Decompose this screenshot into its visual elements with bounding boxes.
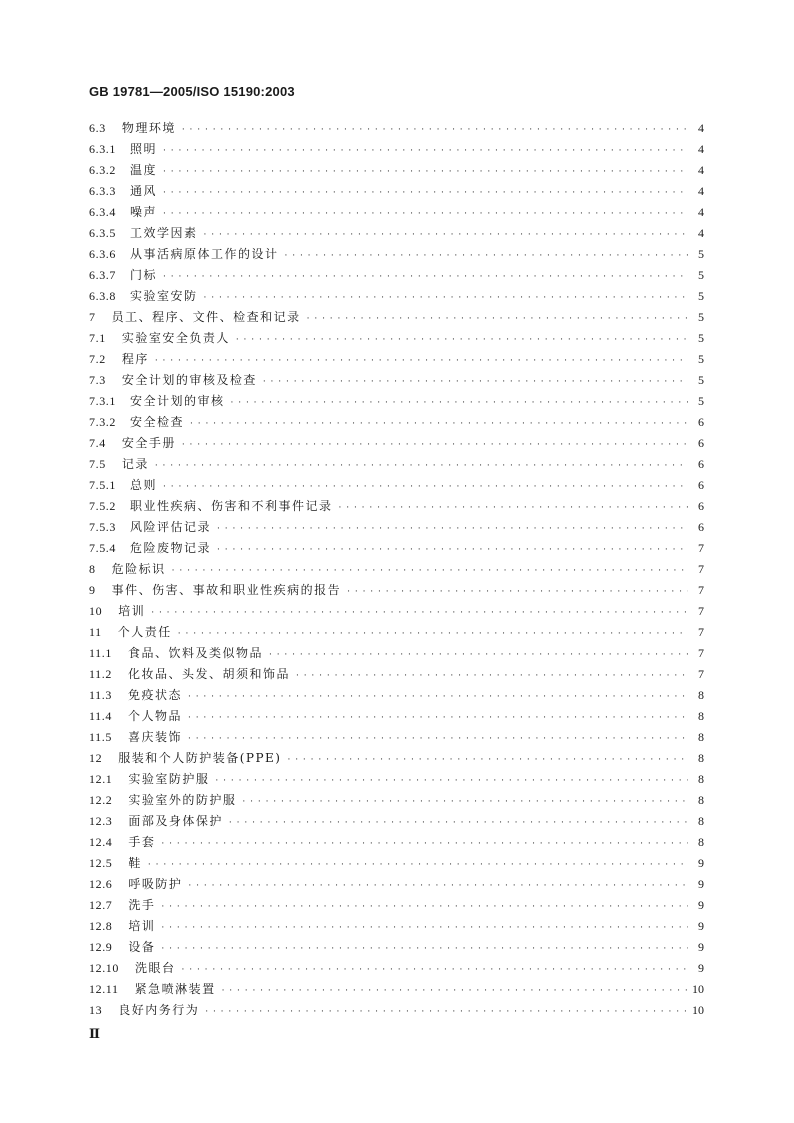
toc-entry-number: 6.3.3 [89, 184, 116, 198]
toc-entry-page: 9 [698, 898, 704, 912]
toc-entry-title: 程序 [121, 352, 149, 366]
toc-entry-title: 安全检查 [130, 415, 185, 429]
toc-entry-title: 个人责任 [117, 625, 172, 639]
toc-entry-number: 12 [89, 751, 103, 765]
toc-entry-title: 免疫状态 [127, 688, 182, 702]
toc-dot-leader [263, 372, 688, 393]
toc-entry-number: 7.3 [89, 373, 106, 387]
toc-entry-title: 实验室防护服 [128, 772, 210, 786]
toc-entry[interactable] [89, 916, 704, 937]
toc-entry[interactable] [89, 748, 704, 769]
toc-dot-leader [188, 729, 688, 750]
toc-entry-title: 实验室安全负责人 [121, 331, 230, 345]
toc-entry-title: 鞋 [128, 856, 142, 870]
toc-entry-number: 12.10 [89, 961, 119, 975]
toc-entry-number: 11.2 [89, 667, 112, 681]
toc-dot-leader [161, 918, 688, 939]
toc-entry-page: 9 [698, 856, 704, 870]
toc-entry[interactable] [89, 1000, 704, 1021]
toc-entry-number: 11.3 [89, 688, 112, 702]
toc-entry-page: 6 [698, 415, 704, 429]
page-number-roman: Ⅱ [89, 1026, 100, 1041]
toc-dot-leader [182, 960, 688, 981]
toc-entry-number: 6.3.6 [89, 247, 116, 261]
toc-entry-page: 8 [698, 793, 704, 807]
toc-entry-number: 6.3.4 [89, 205, 116, 219]
toc-dot-leader [285, 246, 688, 267]
toc-entry-page: 9 [698, 940, 704, 954]
toc-entry-number: 9 [89, 583, 96, 597]
toc-entry-number: 13 [89, 1003, 103, 1017]
toc-entry-number: 12.11 [89, 982, 119, 996]
toc-entry-title: 呼吸防护 [128, 877, 183, 891]
toc-entry[interactable] [89, 790, 704, 811]
toc-entry[interactable] [89, 454, 704, 475]
toc-dot-leader [307, 309, 688, 330]
toc-entry-number: 6.3.5 [89, 226, 116, 240]
toc-entry-number: 12.2 [89, 793, 113, 807]
toc-entry-title: 洗手 [128, 898, 156, 912]
toc-entry-number: 12.7 [89, 898, 113, 912]
toc-entry-number: 12.4 [89, 835, 113, 849]
toc-entry-title: 温度 [130, 163, 158, 177]
toc-entry-title: 培训 [118, 604, 146, 618]
toc-dot-leader [155, 456, 688, 477]
toc-entry-title: 紧急喷淋装置 [134, 982, 216, 996]
toc-entry[interactable] [89, 538, 704, 559]
toc-entry-number: 6.3.8 [89, 289, 116, 303]
toc-entry[interactable] [89, 580, 704, 601]
toc-dot-leader [148, 855, 688, 876]
toc-entry-title: 安全计划的审核 [130, 394, 225, 408]
toc-entry-page: 8 [698, 835, 704, 849]
toc-entry-title: 危险标识 [111, 562, 166, 576]
toc-entry[interactable] [89, 496, 704, 517]
toc-entry-title: 面部及身体保护 [128, 814, 223, 828]
toc-entry-title: 记录 [121, 457, 149, 471]
toc-dot-leader [182, 120, 688, 141]
toc-entry-number: 7.3.1 [89, 394, 116, 408]
toc-entry-number: 10 [89, 604, 103, 618]
toc-dot-leader [155, 351, 688, 372]
toc-entry-title: 服装和个人防护装备(PPE) [118, 751, 282, 765]
toc-entry-title: 门标 [130, 268, 158, 282]
toc-entry[interactable] [89, 202, 704, 223]
toc-entry[interactable] [89, 727, 704, 748]
toc-entry-number: 7.5.2 [89, 499, 116, 513]
toc-entry-page: 10 [692, 982, 704, 996]
toc-entry[interactable] [89, 601, 704, 622]
toc-entry-number: 7.2 [89, 352, 106, 366]
toc-dot-leader [163, 141, 688, 162]
toc-entry-page: 6 [698, 520, 704, 534]
toc-entry-page: 8 [698, 772, 704, 786]
toc-entry-title: 喜庆装饰 [127, 730, 182, 744]
toc-entry[interactable] [89, 118, 704, 139]
toc-dot-leader [204, 225, 688, 246]
toc-entry-number: 11.5 [89, 730, 112, 744]
toc-entry-page: 7 [698, 541, 704, 555]
toc-entry-number: 12.3 [89, 814, 113, 828]
toc-entry[interactable] [89, 895, 704, 916]
toc-entry-title: 总则 [130, 478, 158, 492]
toc-entry-page: 8 [698, 709, 704, 723]
toc-entry-title: 风险评估记录 [130, 520, 212, 534]
toc-entry-number: 11.1 [89, 646, 112, 660]
toc-entry-page: 5 [698, 394, 704, 408]
toc-entry-page: 8 [698, 730, 704, 744]
toc-dot-leader [231, 393, 688, 414]
toc-entry-page: 7 [698, 604, 704, 618]
toc-entry-title: 良好内务行为 [118, 1003, 200, 1017]
toc-entry-number: 11 [89, 625, 102, 639]
toc-entry-page: 9 [698, 919, 704, 933]
toc-entry-number: 7.5.3 [89, 520, 116, 534]
toc-dot-leader [188, 687, 688, 708]
toc-entry-page: 4 [698, 163, 704, 177]
toc-entry-title: 化妆品、头发、胡须和饰品 [127, 667, 290, 681]
toc-entry-title: 通风 [130, 184, 158, 198]
toc-entry-number: 6.3 [89, 121, 106, 135]
toc-entry-title: 从事活病原体工作的设计 [130, 247, 279, 261]
toc-entry-page: 5 [698, 268, 704, 282]
toc-dot-leader [205, 1002, 688, 1023]
toc-dot-leader [222, 981, 688, 1002]
toc-entry-number: 12.8 [89, 919, 113, 933]
toc-entry-page: 10 [692, 1003, 704, 1017]
toc-entry-page: 6 [698, 478, 704, 492]
toc-dot-leader [217, 540, 688, 561]
toc-entry-page: 5 [698, 247, 704, 261]
toc-dot-leader [229, 813, 688, 834]
toc-entry-title: 职业性疾病、伤害和不利事件记录 [130, 499, 333, 513]
toc-entry[interactable] [89, 685, 704, 706]
toc-entry-number: 12.1 [89, 772, 113, 786]
toc-entry[interactable] [89, 517, 704, 538]
toc-entry-number: 12.9 [89, 940, 113, 954]
toc-entry[interactable] [89, 391, 704, 412]
document-standard-number: GB 19781—2005/ISO 15190:2003 [89, 84, 295, 99]
toc-dot-leader [163, 267, 688, 288]
toc-entry-title: 手套 [128, 835, 156, 849]
toc-entry-title: 个人物品 [127, 709, 182, 723]
toc-dot-leader [242, 792, 688, 813]
toc-dot-leader [182, 435, 688, 456]
toc-entry-number: 11.4 [89, 709, 112, 723]
toc-entry-title: 事件、伤害、事故和职业性疾病的报告 [111, 583, 342, 597]
toc-entry[interactable] [89, 475, 704, 496]
toc-entry[interactable] [89, 958, 704, 979]
toc-entry-number: 6.3.1 [89, 142, 116, 156]
toc-dot-leader [188, 876, 688, 897]
toc-entry-title: 设备 [128, 940, 156, 954]
toc-dot-leader [190, 414, 688, 435]
toc-dot-leader [217, 519, 688, 540]
toc-entry[interactable] [89, 307, 704, 328]
toc-entry-number: 7.5.4 [89, 541, 116, 555]
toc-entry[interactable] [89, 643, 704, 664]
toc-entry-page: 4 [698, 205, 704, 219]
toc-entry-page: 8 [698, 688, 704, 702]
toc-entry-number: 7.5 [89, 457, 106, 471]
toc-entry-title: 噪声 [130, 205, 158, 219]
toc-entry-number: 12.5 [89, 856, 113, 870]
toc-entry-title: 实验室外的防护服 [128, 793, 237, 807]
toc-dot-leader [204, 288, 688, 309]
toc-entry[interactable] [89, 328, 704, 349]
toc-entry[interactable] [89, 937, 704, 958]
toc-entry-number: 7.1 [89, 331, 106, 345]
toc-entry[interactable] [89, 181, 704, 202]
toc-dot-leader [161, 834, 688, 855]
toc-entry[interactable] [89, 769, 704, 790]
toc-entry[interactable] [89, 433, 704, 454]
toc-entry-page: 7 [698, 562, 704, 576]
toc-entry[interactable] [89, 265, 704, 286]
toc-dot-leader [161, 897, 688, 918]
toc-entry-page: 8 [698, 814, 704, 828]
toc-entry-page: 6 [698, 457, 704, 471]
toc-entry-number: 12.6 [89, 877, 113, 891]
toc-entry-page: 9 [698, 961, 704, 975]
toc-entry-title: 培训 [128, 919, 156, 933]
toc-dot-leader [269, 645, 688, 666]
toc-entry[interactable] [89, 349, 704, 370]
toc-entry[interactable] [89, 286, 704, 307]
toc-entry-page: 4 [698, 226, 704, 240]
toc-entry[interactable] [89, 370, 704, 391]
toc-entry[interactable] [89, 559, 704, 580]
toc-entry-number: 6.3.2 [89, 163, 116, 177]
toc-entry-title: 照明 [130, 142, 158, 156]
toc-dot-leader [163, 183, 688, 204]
toc-entry-title: 危险废物记录 [130, 541, 212, 555]
toc-entry-page: 5 [698, 289, 704, 303]
toc-dot-leader [163, 204, 688, 225]
toc-entry-page: 7 [698, 646, 704, 660]
toc-entry[interactable] [89, 223, 704, 244]
toc-entry-page: 6 [698, 436, 704, 450]
toc-entry-title: 工效学因素 [130, 226, 198, 240]
toc-dot-leader [172, 561, 688, 582]
toc-entry[interactable] [89, 664, 704, 685]
toc-entry[interactable] [89, 853, 704, 874]
toc-entry-title: 食品、饮料及类似物品 [127, 646, 263, 660]
toc-entry-title: 实验室安防 [130, 289, 198, 303]
toc-entry-page: 9 [698, 877, 704, 891]
toc-entry-page: 4 [698, 142, 704, 156]
toc-dot-leader [236, 330, 688, 351]
toc-entry[interactable] [89, 811, 704, 832]
toc-dot-leader [339, 498, 688, 519]
toc-entry[interactable] [89, 160, 704, 181]
toc-entry[interactable] [89, 874, 704, 895]
toc-entry-page: 8 [698, 751, 704, 765]
toc-dot-leader [161, 939, 688, 960]
toc-entry-page: 7 [698, 583, 704, 597]
toc-entry[interactable] [89, 622, 704, 643]
toc-dot-leader [296, 666, 688, 687]
toc-entry-page: 5 [698, 373, 704, 387]
toc-entry-title: 洗眼台 [135, 961, 176, 975]
toc-entry[interactable] [89, 706, 704, 727]
toc-entry-number: 7.3.2 [89, 415, 116, 429]
toc-entry[interactable] [89, 244, 704, 265]
toc-entry-number: 8 [89, 562, 96, 576]
toc-dot-leader [151, 603, 688, 624]
toc-entry-page: 5 [698, 331, 704, 345]
toc-entry-page: 7 [698, 667, 704, 681]
toc-entry[interactable] [89, 979, 704, 1000]
toc-dot-leader [287, 750, 688, 771]
toc-entry-number: 6.3.7 [89, 268, 116, 282]
toc-dot-leader [215, 771, 688, 792]
toc-entry-number: 7 [89, 310, 96, 324]
toc-entry-page: 6 [698, 499, 704, 513]
toc-entry[interactable] [89, 832, 704, 853]
toc-entry-title: 员工、程序、文件、检查和记录 [111, 310, 301, 324]
table-of-contents [89, 118, 704, 1021]
toc-dot-leader [347, 582, 688, 603]
toc-dot-leader [188, 708, 688, 729]
toc-entry-title: 安全计划的审核及检查 [121, 373, 257, 387]
toc-entry[interactable] [89, 412, 704, 433]
toc-entry-page: 5 [698, 310, 704, 324]
toc-entry-page: 5 [698, 352, 704, 366]
toc-dot-leader [163, 477, 688, 498]
toc-entry-number: 7.4 [89, 436, 106, 450]
toc-entry-page: 7 [698, 625, 704, 639]
toc-dot-leader [178, 624, 688, 645]
toc-entry-page: 4 [698, 121, 704, 135]
toc-entry-title: 物理环境 [121, 121, 176, 135]
toc-entry[interactable] [89, 139, 704, 160]
toc-entry-number: 7.5.1 [89, 478, 116, 492]
toc-entry-title: 安全手册 [121, 436, 176, 450]
toc-dot-leader [163, 162, 688, 183]
toc-entry-page: 4 [698, 184, 704, 198]
